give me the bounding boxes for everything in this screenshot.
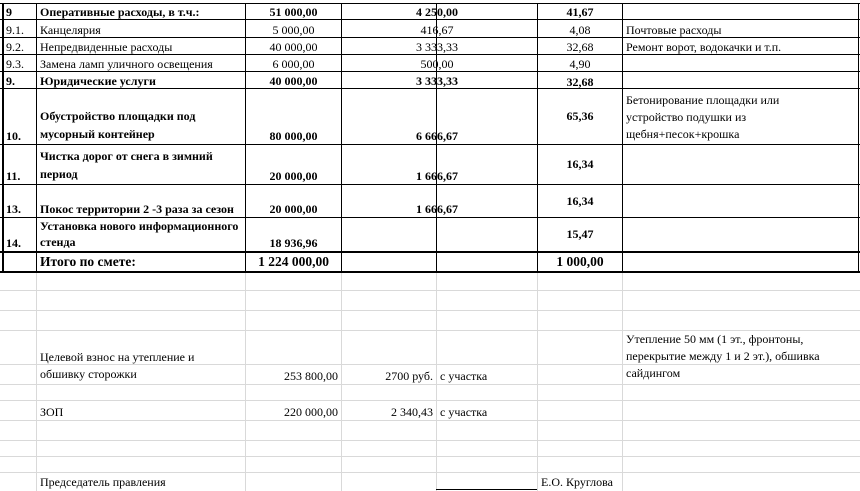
row-per-unit: 4,08	[569, 23, 591, 37]
row-note: Бетонирование площадки или устройство подушки из щебня+песок+крошка	[626, 93, 780, 141]
row-number: 10.	[6, 129, 21, 143]
row-per-unit: 4,90	[569, 57, 591, 71]
row-name: Оперативные расходы, в т.ч.:	[40, 5, 200, 19]
row-per-unit: 41,67	[566, 5, 594, 19]
row-note: Ремонт ворот, водокачки и т.п.	[626, 40, 782, 54]
row-number: 14.	[6, 236, 21, 250]
insulation-per-plot-suffix: с участка	[440, 369, 488, 383]
gridline	[0, 400, 860, 401]
row-number: 13.	[6, 202, 21, 216]
row-monthly: 1 666,67	[416, 202, 458, 216]
row-monthly	[342, 218, 532, 250]
gridline	[537, 272, 538, 491]
row-name: Канцелярия	[40, 23, 101, 37]
signature-line	[436, 489, 537, 490]
gridline	[0, 310, 860, 311]
row-name: Юридические услуги	[40, 74, 156, 88]
row-monthly: 4 250,00	[416, 5, 458, 19]
gridline	[0, 440, 860, 441]
row-name: Покос территории 2 -3 раза за сезон	[40, 202, 234, 216]
row-amount: 40 000,00	[269, 40, 318, 54]
row-amount: 20 000,00	[269, 202, 318, 216]
row-per-unit: 16,34	[566, 157, 594, 171]
row-monthly: 416,67	[420, 23, 454, 37]
total-amount: 1 224 000,00	[258, 253, 329, 269]
row-number: 9.2.	[6, 40, 24, 54]
row-note: Почтовые расходы	[626, 23, 722, 37]
signature-name: Е.О. Круглова	[541, 475, 613, 489]
row-per-unit: 15,47	[566, 227, 594, 241]
row-monthly: 3 333,33	[416, 40, 458, 54]
row-number: 9	[6, 5, 12, 19]
gridline	[0, 290, 860, 291]
row-amount: 80 000,00	[269, 129, 318, 143]
zop-label: ЗОП	[40, 405, 64, 419]
row-name: Непредвиденные расходы	[40, 40, 173, 54]
signature-title: Председатель правления	[40, 475, 166, 489]
row-amount: 5 000,00	[272, 23, 315, 37]
row-number: 11.	[6, 169, 21, 183]
row-per-unit: 32,68	[566, 75, 594, 89]
row-name: Обустройство площадки под мусорный контейнер	[40, 109, 196, 141]
row-amount: 20 000,00	[269, 169, 318, 183]
row-per-unit: 65,36	[566, 109, 594, 123]
total-per-unit: 1 000,00	[556, 253, 604, 269]
row-number: 9.3.	[6, 57, 24, 71]
insulation-note: Утепление 50 мм (1 эт., фронтоны, перекрытие между 1 и 2 эт.), обшивка сайдингом	[626, 332, 820, 380]
row-monthly: 3 333,33	[416, 74, 458, 88]
row-monthly: 1 666,67	[416, 169, 458, 183]
row-amount: 40 000,00	[269, 74, 318, 88]
row-number: 9.	[6, 74, 15, 88]
row-amount: 18 936,96	[269, 236, 318, 250]
row-amount: 6 000,00	[272, 57, 315, 71]
total-label: Итого по смете:	[40, 253, 136, 269]
row-number: 9.1.	[6, 23, 24, 37]
gridline	[0, 384, 860, 385]
zop-per-plot-suffix: с участка	[440, 405, 488, 419]
zop-amount: 220 000,00	[284, 405, 338, 419]
zop-per-plot: 2 340,43	[391, 405, 433, 419]
row-name: Чистка дорог от снега в зимний период	[40, 149, 213, 181]
insulation-label: Целевой взнос на утепление и обшивку сторожки	[40, 350, 195, 381]
row-per-unit: 32,68	[566, 40, 594, 54]
gridline	[0, 456, 860, 457]
gridline	[0, 420, 860, 421]
row-name: Установка нового информационного стенда	[40, 219, 239, 249]
row-name: Замена ламп уличного освещения	[40, 57, 213, 71]
row-per-unit: 16,34	[566, 193, 594, 208]
insulation-amount: 253 800,00	[284, 369, 338, 383]
row-monthly: 500,00	[420, 57, 454, 71]
row-amount: 51 000,00	[269, 5, 318, 19]
insulation-per-plot: 2700 руб.	[385, 369, 433, 383]
row-monthly: 6 666,67	[416, 129, 458, 143]
